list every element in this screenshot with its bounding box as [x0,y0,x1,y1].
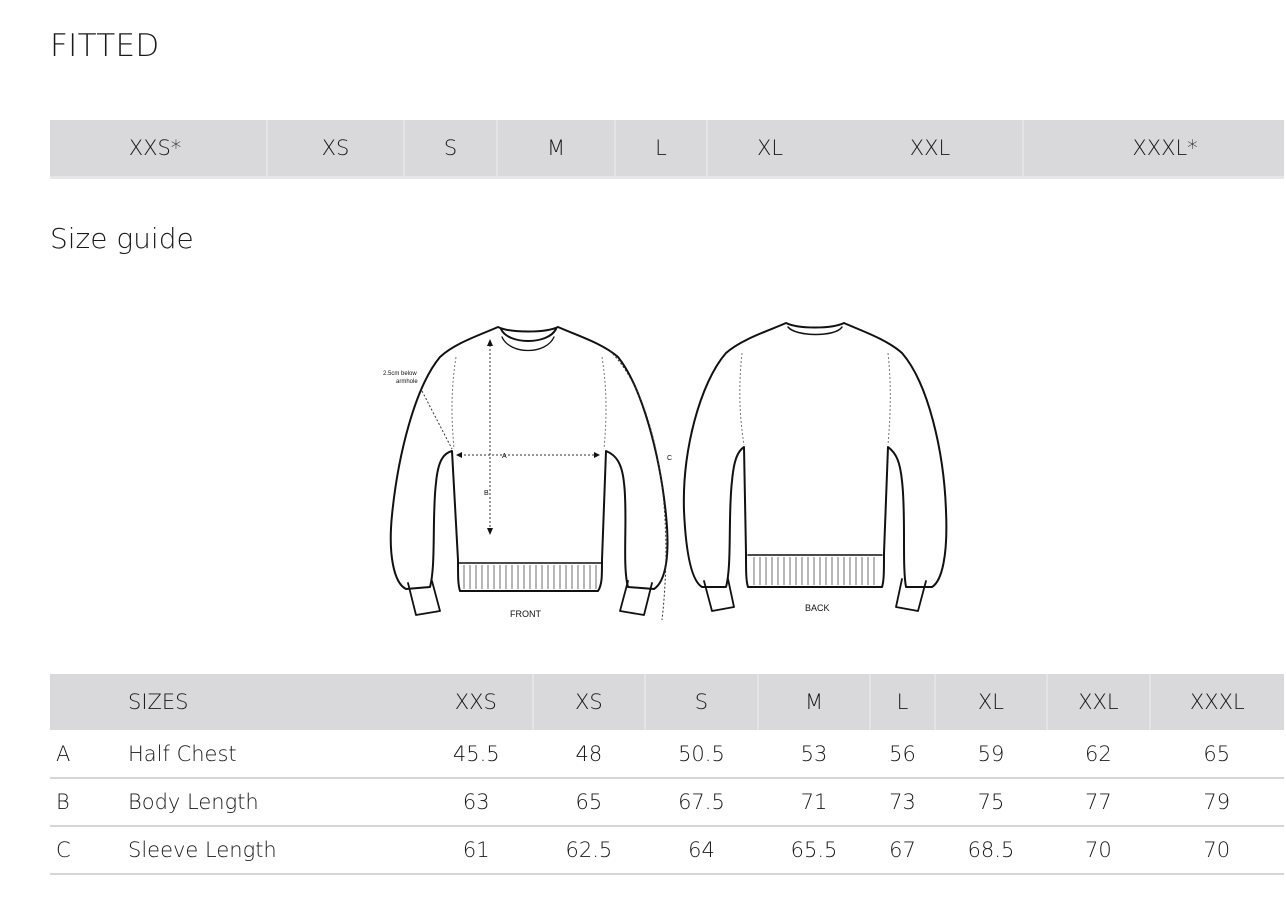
size-option-xl[interactable]: XL [756,136,784,160]
size-option-m[interactable]: M [546,136,566,160]
header-size-xxl: XXL [1047,674,1149,730]
size-guide-title: Size guide [50,222,194,255]
size-divider [706,120,708,176]
table-row [50,730,1284,778]
cell-value: 68.5 [967,838,1015,862]
sweatshirt-measurement-diagram [370,315,960,630]
size-option-xxl[interactable]: XXL [909,136,951,160]
header-size-l: L [870,674,934,730]
cell-value: 65.5 [790,838,838,862]
cell-value: 64 [688,838,715,862]
cell-value: 56 [889,741,916,766]
header-size-xxs: XXS [454,690,497,714]
cell-value: 73 [889,790,916,814]
cell-value: 50.5 [678,741,725,766]
cell-value: 59 [977,741,1005,766]
cell-value: 63 [462,790,490,814]
measure-label-a: A [502,453,507,460]
cell-value: 79 [1203,790,1231,814]
measurement-table [50,674,1284,875]
size-option-xs[interactable]: XS [321,136,350,160]
row-letter: B [56,790,70,814]
cell-value: 75 [977,790,1005,814]
cell-value: 62 [1085,741,1112,766]
header-size-xl: XL [935,674,1048,730]
cell-value: 67.5 [678,790,725,814]
table-header-row [50,674,1284,730]
size-selector-bar [50,120,1284,179]
table-row [50,826,1284,874]
armhole-note-line1: 2.5cm below [383,371,417,377]
cell-value: 65 [1203,741,1231,766]
cell-value: 65 [575,790,603,814]
header-size-xs: XS [533,674,646,730]
header-size-xxxl: XXXL [1150,674,1285,730]
row-letter: C [56,838,71,862]
fit-title: FITTED [50,28,160,64]
cell-value: 48 [575,741,603,766]
size-divider [1022,120,1024,176]
cell-value: 53 [800,741,828,766]
armhole-note-line2: armhole [396,379,418,385]
cell-value: 70 [1203,838,1231,862]
size-option-xxxl[interactable]: XXXL* [1132,136,1198,160]
header-size-m: M [758,674,871,730]
size-option-s[interactable]: S [443,136,458,160]
header-blank [50,674,128,730]
back-sweatshirt-drawing [684,323,947,611]
cell-value: 67 [889,838,916,862]
row-name: Body Length [128,790,259,814]
back-label: BACK [805,603,830,613]
size-option-l[interactable]: L [655,136,667,160]
row-letter: A [56,741,71,766]
cell-value: 62.5 [565,838,613,862]
table-row [50,778,1284,826]
measure-label-c: C [667,455,673,462]
measure-label-b: B [484,490,489,497]
header-sizes-label: SIZES [128,690,189,714]
row-name: Half Chest [128,741,237,766]
front-label: FRONT [510,609,541,619]
size-option-xxs[interactable]: XXS* [128,136,182,160]
cell-value: 71 [800,790,828,814]
cell-value: 77 [1085,790,1112,814]
row-name: Sleeve Length [128,838,277,862]
cell-value: 45.5 [452,741,500,766]
cell-value: 70 [1085,838,1112,862]
header-size-s: S [645,674,758,730]
cell-value: 61 [462,838,490,862]
